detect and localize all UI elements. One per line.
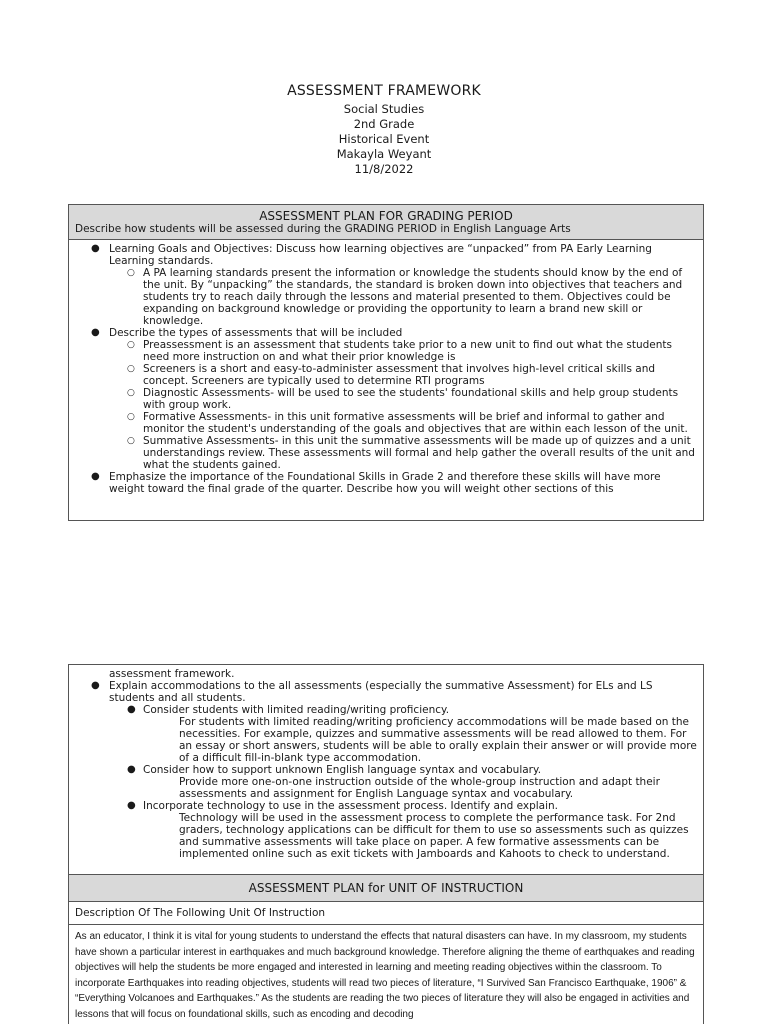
list-item: ● Explain accommodations to the all assessments (especially the summative Assessment) for ELs and LS students and all students. [91,680,653,704]
circle-bullet-icon: ○ [127,412,135,422]
bullet-icon: ● [91,680,100,691]
list-item: ○ Preassessment is an assessment that students take prior to a new unit to find out what the students need more instruction on and what their prior knowledge is [127,339,672,363]
author-line: Makayla Weyant [336,147,432,161]
list-item: ● Describe the types of assessments that will be included [91,327,403,339]
topic-line: Historical Event [338,132,430,146]
list-item-detail: Provide more one-on-one instruction outside of the whole-group instruction and adapt their assessments and assignment for English Language syntax and vocabulary. [179,776,660,800]
bullet-icon: ● [127,704,136,715]
subject-line: Social Studies [343,102,425,116]
circle-bullet-icon: ○ [127,340,135,350]
unit-plan-heading: ASSESSMENT PLAN for UNIT OF INSTRUCTION [69,874,703,902]
list-item: ○ Screeners is a short and easy-to-administer assessment that involves high-level critical skills and concept. Screeners are typically used to determine RTI programs [127,363,656,387]
bullet-icon: ● [91,471,100,482]
list-item: ● Learning Goals and Objectives: Discuss how learning objectives are “unpacked” from PA Early Learning Learning standards. [91,243,652,267]
list-item-detail: For students with limited reading/writing proficiency accommodations will be made based on the necessities. For example, quizzes and summative assessments will be read allowed to them. For an essay or short answers, students will be able to orally explain their answer or will provide more of a difficult fill-in-blank type accommodation. [179,716,697,764]
grading-period-table-continued [68,664,704,1024]
list-item: ○ Diagnostic Assessments- will be used to see the students' foundational skills and help group students with group work. [127,387,679,411]
continued-content [69,665,703,860]
bullet-icon: ● [127,764,136,775]
list-item: ○ A PA learning standards present the information or knowledge the students should know by the end of the unit. By “unpacking” the standards, the standard is broken down into objectives that teachers and students try to reach daily through the lessons and material presented to them. Objectives could be expanding on background knowledge or providing the opportunity to learn a brand new skill or knowledge. [127,267,683,327]
list-item: ● Emphasize the importance of the Foundational Skills in Grade 2 and therefore these skills will have more weight toward the final grade of the quarter. Describe how you will weight other sections of this [91,471,661,495]
circle-bullet-icon: ○ [127,436,135,446]
document-header [0,82,768,177]
date-line: 11/8/2022 [354,162,414,176]
unit-plan-subheading: Description Of The Following Unit Of Instruction [69,902,703,925]
list-item-detail: Technology will be used in the assessment process to complete the performance task. For 2nd graders, technology applications can be difficult for them to use so assessments such as quizzes and summative assessments will take place on paper. A few formative assessments can be implemented online such as exit tickets with Jamboards and Kahoots to check to understand. [179,812,689,860]
grade-line: 2nd Grade [353,117,415,131]
document-title: ASSESSMENT FRAMEWORK [287,83,481,99]
grading-period-heading: ASSESSMENT PLAN FOR GRADING PERIOD [259,209,513,223]
list-item: ● Consider students with limited reading/writing proficiency. [127,704,450,716]
grading-period-subheading: Describe how students will be assessed during the GRADING PERIOD in English Language Arts [75,223,571,235]
bullet-icon: ● [91,327,100,338]
circle-bullet-icon: ○ [127,268,135,278]
bullet-icon: ● [127,800,136,811]
grading-period-content [69,240,703,495]
grading-period-header [69,205,703,240]
circle-bullet-icon: ○ [127,364,135,374]
bullet-icon: ● [91,243,100,254]
circle-bullet-icon: ○ [127,388,135,398]
list-item: ○ Summative Assessments- in this unit the summative assessments will be made up of quizzes and a unit understandings review. These assessments will formal and help gather the overall results of the unit and what the students gained. [127,435,695,471]
list-item: ● Incorporate technology to use in the assessment process. Identify and explain. [127,800,559,812]
list-item: ● Consider how to support unknown English language syntax and vocabulary. [127,764,542,776]
grading-period-table [68,204,704,521]
unit-description-paragraph: As an educator, I think it is vital for young students to understand the effects that natural disasters can have. In my classroom, my students have shown a particular interest in earthquakes and much background knowledge. Therefore aligning the theme of earthquakes and reading objectives will help the students be more engaged and interested in learning and meeting reading objectives within the classroom. To incorporate Earthquakes into reading objectives, students will read two pieces of literature, “I Survived San Francisco Earthquake, 1906” & “Everything Volcanoes and Earthquakes.” As the students are reading the two pieces of literature they will also be engaged in activities and lessons that will focus on foundational skills, such as encoding and decoding [75,931,695,1020]
list-item: ○ Formative Assessments- in this unit formative assessments will be brief and informal to gather and monitor the student's understanding of the goals and objectives that are within each lesson of the unit. [127,411,688,435]
continued-text: assessment framework. [109,668,235,680]
